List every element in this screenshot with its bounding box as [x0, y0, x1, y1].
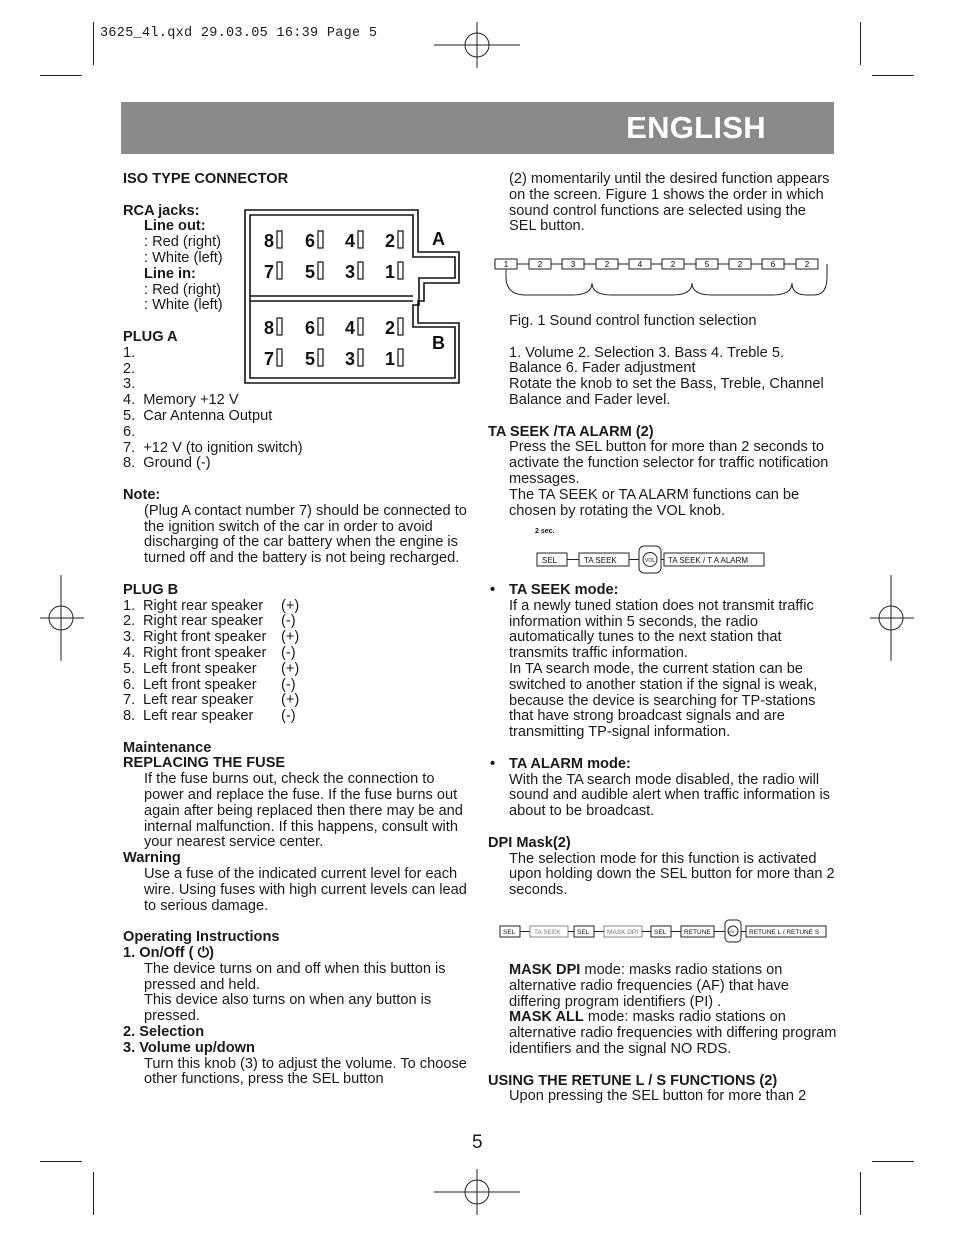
fig1-step-label: 2 — [804, 260, 810, 269]
mask-dpi-text: mode: masks radio stations on alternative radio frequencies (AF) that have differing program identifiers (PI) . — [509, 962, 789, 1010]
maintenance-title: Maintenance — [123, 739, 212, 756]
plug-b-item — [123, 678, 468, 694]
bullet: • — [490, 755, 496, 772]
left-column — [123, 172, 468, 1088]
polarity: (+) — [281, 629, 300, 646]
polarity: (+) — [281, 660, 300, 677]
ta-alarm-mode-text: With the TA search mode disabled, the radio will sound and audible alert when traffic information is about to be broadcast. — [509, 771, 830, 820]
fig1-step-label: 4 — [637, 260, 643, 269]
ta-alarm-mode-title — [490, 755, 839, 773]
plug-a-item: 4. Memory +12 V — [123, 392, 239, 409]
iso-title: ISO TYPE CONNECTOR — [123, 171, 289, 187]
plug-a-item: 8. Ground (-) — [123, 455, 211, 472]
pin-label: 1 — [385, 349, 396, 369]
fig2-sel: SEL — [542, 556, 558, 565]
fig3-sel-3: SEL — [654, 929, 667, 936]
pin-label: 7 — [264, 349, 275, 369]
right-column-mid — [488, 313, 834, 519]
mask-dpi-paragraph — [509, 963, 839, 1010]
fig2-taseek: TA SEEK — [584, 556, 617, 565]
item-number: 6. — [123, 676, 136, 693]
figure-1-sound-selection — [492, 255, 832, 301]
plug-b-item — [123, 693, 468, 709]
fuse-title: REPLACING THE FUSE — [123, 755, 286, 772]
plug-b-item — [123, 614, 468, 630]
pin-label: 6 — [305, 318, 316, 338]
pin-label: 6 — [305, 231, 316, 251]
retune-title: USING THE RETUNE L / S FUNCTIONS (2) — [488, 1072, 778, 1089]
pin-label: 3 — [345, 349, 356, 369]
right-column-lower — [488, 582, 839, 899]
on-off-text-2: This device also turns on when any button is pressed. — [144, 992, 432, 1025]
polarity: (-) — [281, 708, 296, 725]
fig3-sel-2: SEL — [577, 929, 590, 936]
dpi-title: DPI Mask(2) — [488, 834, 571, 851]
item-number: 4. — [123, 644, 136, 661]
fig3-vol-knob: VOL — [728, 930, 736, 934]
fig1-step-label: 6 — [770, 260, 776, 269]
continued-text: (2) momentarily until the desired function appears on the screen. Figure 1 shows the order in which sound control functions are selected using the SEL button. — [509, 171, 830, 235]
fig3-result: RETUNE L / RETUNE S — [749, 929, 820, 936]
plug-b-item — [123, 709, 468, 725]
plug-a-item: 5. Car Antenna Output — [123, 407, 273, 424]
dpi-text: The selection mode for this function is activated upon holding down the SEL button for more than 2 seconds. — [509, 850, 835, 899]
plug-b-item — [123, 599, 468, 615]
fig1-step-label: 5 — [704, 260, 710, 269]
speaker-name: Right rear speaker — [143, 597, 264, 614]
pin-label: 2 — [385, 318, 396, 338]
fig1-step-label: 1 — [503, 260, 509, 269]
fuse-text: If the fuse burns out, check the connection to power and replace the fuse. If the fuse burns out again after being replaced then there may be and internal malfunction. If this happens, consult with your nearest service center. — [144, 771, 463, 851]
rotate-text: Rotate the knob to set the Bass, Treble, Channel Balance and Fader level. — [509, 376, 824, 408]
pin-label: 4 — [345, 231, 356, 251]
figure-1-caption: Fig. 1 Sound control function selection — [509, 313, 757, 329]
note-text: (Plug A contact number 7) should be connected to the ignition switch of the car in order to avoid discharging of the car battery when the engine is turned off and the battery is not being recharged. — [144, 502, 467, 567]
ta-seek-mode-title — [490, 582, 839, 599]
speaker-name: Right front speaker — [143, 644, 267, 661]
line-out-red: : Red (right) — [144, 234, 222, 251]
bullet: • — [490, 582, 496, 598]
selection-title: 2. Selection — [123, 1024, 205, 1041]
figure-2-ta-seek — [533, 525, 773, 575]
plug-a-label: A — [432, 229, 445, 249]
line-in-red: : Red (right) — [144, 281, 222, 298]
item-number: 1. — [123, 597, 136, 614]
line-in-title: Line in: — [144, 265, 196, 282]
line-out-title: Line out: — [144, 218, 206, 235]
speaker-name: Left front speaker — [143, 660, 257, 677]
fig2-time: 2 sec. — [535, 528, 555, 535]
on-off-title: 1. On/Off ( ⏻) — [123, 945, 214, 962]
ta-seek-mode-text-2: In TA search mode, the current station can be switched to another station if the signal is weak, because the device is searching for TP-stations that have strong broadcast signals and are transmitting TP-signal information. — [509, 660, 818, 741]
ta-seek-mode-label: TA SEEK mode: — [509, 582, 619, 598]
line-in-white: : White (left) — [144, 297, 223, 314]
item-number: 3. — [123, 629, 136, 646]
plug-a-item: 7. +12 V (to ignition switch) — [123, 439, 303, 456]
fig3-sel-1: SEL — [503, 929, 516, 936]
fig3-taseek: TA SEEK — [534, 929, 561, 936]
polarity: (-) — [281, 613, 296, 630]
mask-dpi-label: MASK DPI — [509, 962, 581, 978]
plug-a-item: 6. — [123, 423, 136, 440]
item-number: 5. — [123, 660, 136, 677]
plug-b-title: PLUG B — [123, 581, 179, 598]
item-number: 7. — [123, 692, 136, 709]
ta-text-2: The TA SEEK or TA ALARM functions can be chosen by rotating the VOL knob. — [509, 486, 800, 519]
speaker-name: Right front speaker — [143, 629, 267, 646]
figure-3-dpi-mask — [497, 918, 832, 944]
ta-alarm-mode-label: TA ALARM mode: — [509, 755, 631, 772]
pin-label: 5 — [305, 349, 316, 369]
right-column-bottom — [488, 962, 839, 1105]
polarity: (-) — [281, 644, 296, 661]
warning-title: Warning — [123, 850, 181, 867]
ta-seek-mode-text-1: If a newly tuned station does not transmit traffic information within 5 seconds, the radio automatically tunes to the next station that transmits traffic information. — [509, 597, 814, 662]
operating-title: Operating Instructions — [123, 929, 280, 946]
speaker-name: Left rear speaker — [143, 692, 254, 709]
functions-list: 1. Volume 2. Selection 3. Bass 4. Treble 5. Balance 6. Fader adjustment — [509, 344, 785, 377]
plug-a-item: 2. — [123, 360, 136, 377]
warning-text: Use a fuse of the indicated current level for each wire. Using fuses with high current levels can lead to serious damage. — [144, 866, 467, 914]
fig2-vol-knob: VOL — [645, 558, 656, 564]
plug-a-title: PLUG A — [123, 328, 178, 345]
polarity: (+) — [281, 692, 300, 709]
ta-title: TA SEEK /TA ALARM (2) — [488, 423, 654, 440]
plug-b-item — [123, 662, 468, 678]
pin-label: 8 — [264, 318, 275, 338]
file-slug: 3625_4l.qxd 29.03.05 16:39 Page 5 — [100, 26, 378, 41]
rca-title: RCA jacks: — [123, 202, 200, 219]
pin-label: 1 — [385, 262, 396, 282]
ta-text-1: Press the SEL button for more than 2 seconds to activate the function selector for traffic notification messages. — [509, 439, 829, 487]
speaker-name: Right rear speaker — [143, 613, 264, 630]
fig1-step-label: 2 — [604, 260, 610, 269]
mask-all-text: mode: masks radio stations on alternative radio frequencies with differing program identifiers and the signal NO RDS. — [509, 1009, 837, 1057]
pin-label: 4 — [345, 318, 356, 338]
fig1-step-label: 2 — [537, 260, 543, 269]
fig1-step-label: 2 — [670, 260, 676, 269]
plug-b-label: B — [432, 333, 445, 353]
plug-b-item — [123, 646, 468, 662]
plug-a-item: 1. — [123, 344, 136, 361]
fig3-retune: RETUNE — [684, 929, 711, 936]
speaker-name: Left rear speaker — [143, 708, 254, 725]
fig2-result: TA SEEK / T A ALARM — [668, 556, 749, 565]
speaker-name: Left front speaker — [143, 676, 257, 693]
line-out-white: : White (left) — [144, 249, 223, 266]
plug-a-item: 3. — [123, 376, 136, 393]
polarity: (-) — [281, 676, 296, 693]
fig1-step-label: 3 — [570, 260, 576, 269]
item-number: 2. — [123, 613, 136, 630]
mask-all-paragraph — [509, 1010, 839, 1057]
right-column-top — [509, 172, 834, 235]
on-off-text: The device turns on and off when this button is pressed and held. — [144, 960, 446, 993]
plug-b-item — [123, 630, 468, 646]
page-title: ENGLISH — [626, 110, 766, 145]
note-title: Note: — [123, 486, 161, 503]
pin-label: 3 — [345, 262, 356, 282]
header-band — [121, 102, 834, 154]
volume-text: Turn this knob (3) to adjust the volume. To choose other functions, press the SEL button — [144, 1055, 467, 1088]
fig1-step-label: 2 — [737, 260, 743, 269]
mask-all-label: MASK ALL — [509, 1009, 584, 1026]
page-number: 5 — [472, 1132, 483, 1153]
pin-label: 2 — [385, 231, 396, 251]
fig3-maskdpi: MASK DPI — [607, 929, 639, 936]
volume-title: 3. Volume up/down — [123, 1039, 255, 1056]
plug-b-list — [123, 599, 468, 725]
pin-label: 8 — [264, 231, 275, 251]
pin-label: 7 — [264, 262, 275, 282]
item-number: 8. — [123, 708, 136, 725]
retune-text: Upon pressing the SEL button for more than 2 — [509, 1088, 807, 1105]
polarity: (+) — [281, 597, 300, 614]
pin-label: 5 — [305, 262, 316, 282]
